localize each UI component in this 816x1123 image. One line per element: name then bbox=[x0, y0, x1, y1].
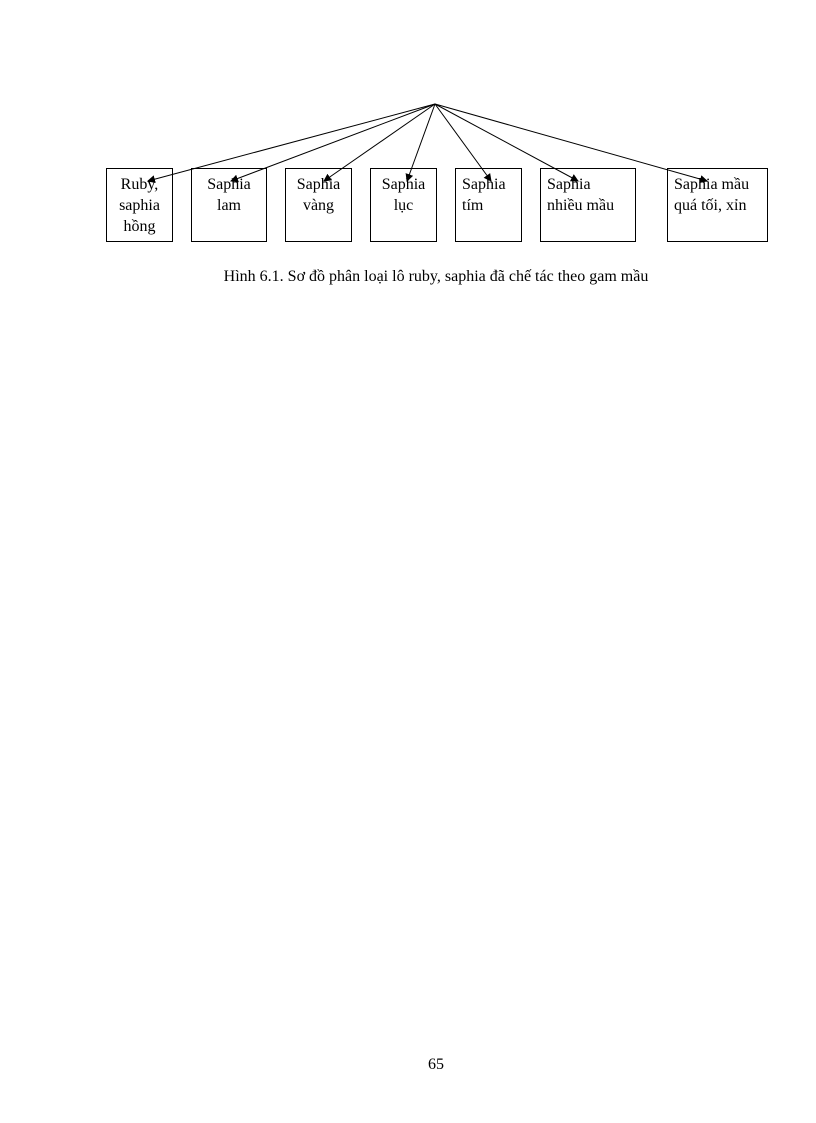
box-saphia-vang bbox=[285, 168, 352, 242]
box-label: Saphia lam bbox=[207, 176, 251, 214]
box-label: Saphia tím bbox=[462, 176, 506, 214]
box-saphia-nhieu-mau bbox=[540, 168, 636, 242]
box-label: Saphia mầu quá tối, xỉn bbox=[674, 176, 750, 214]
box-label: Saphia nhiều mầu bbox=[547, 176, 615, 214]
figure-caption: Hình 6.1. Sơ đồ phân loại lô ruby, saphia đã chế tác theo gam mầu bbox=[223, 268, 649, 285]
box-label: Ruby, saphia hồng bbox=[119, 176, 160, 235]
box-saphia-tim bbox=[455, 168, 522, 242]
box-saphia-lam bbox=[191, 168, 267, 242]
page-number: 65 bbox=[428, 1056, 444, 1073]
box-saphia-luc bbox=[370, 168, 437, 242]
box-ruby-saphia-hong bbox=[106, 168, 173, 242]
box-label: Saphia lục bbox=[381, 176, 426, 214]
box-label: Saphia vàng bbox=[296, 176, 341, 214]
box-saphia-mau-qua-toi-xin bbox=[667, 168, 768, 242]
classification-diagram bbox=[0, 0, 816, 300]
